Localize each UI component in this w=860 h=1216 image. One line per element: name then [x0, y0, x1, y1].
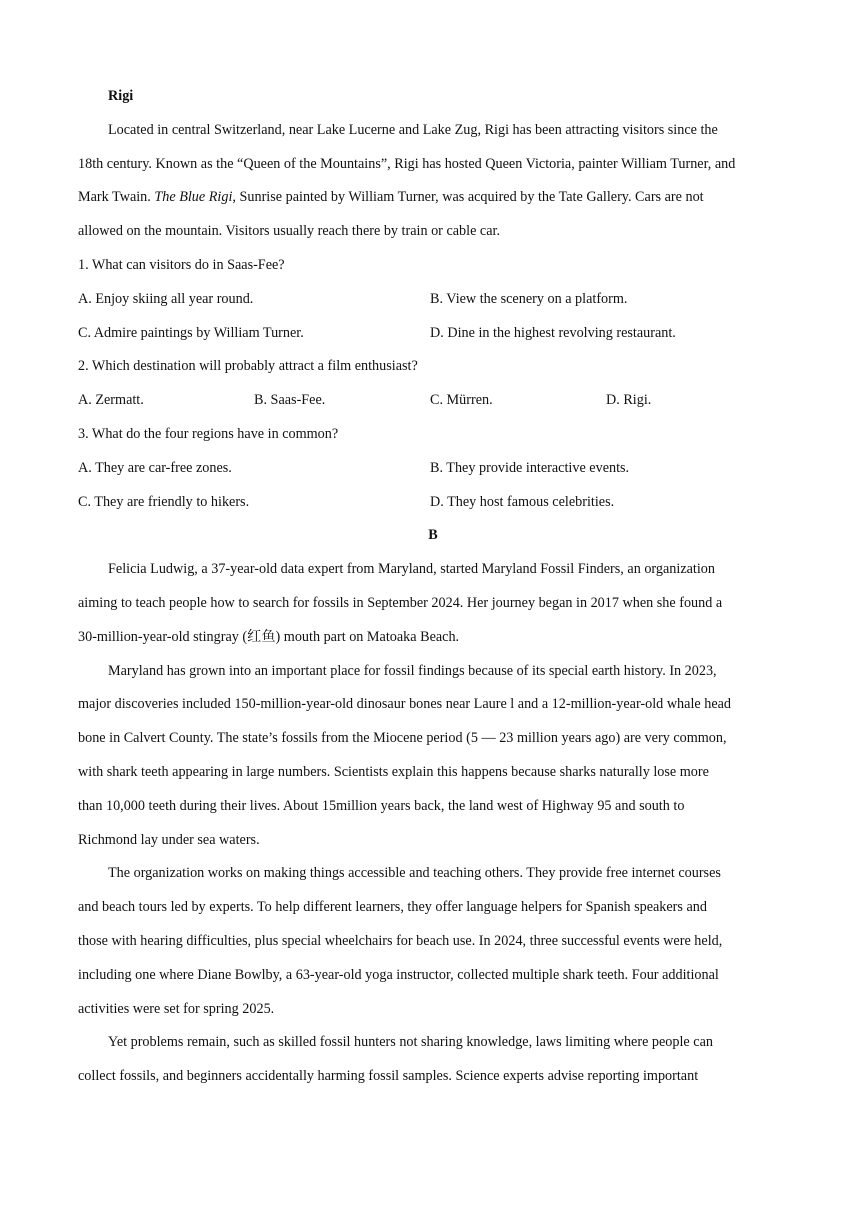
paragraph-line: activities were set for spring 2025.: [78, 1000, 275, 1017]
q1-option-b: B. View the scenery on a platform.: [430, 290, 628, 307]
paragraph-line: with shark teeth appearing in large numbers. Scientists explain this happens because sharks naturally lose more: [78, 763, 709, 780]
rigi-paragraph-line-3: [78, 181, 788, 215]
question-2-options-row: [78, 384, 788, 418]
paragraph-line: 30-million-year-old stingray (红鱼) mouth part on Matoaka Beach.: [78, 628, 460, 645]
rigi-heading: Rigi: [108, 88, 134, 104]
q3-option-a: A. They are car-free zones.: [78, 459, 232, 476]
q2-option-d: D. Rigi.: [606, 392, 652, 409]
document-page: [78, 80, 788, 1094]
paragraph-line: those with hearing difficulties, plus special wheelchairs for beach use. In 2024, three successful events were held,: [78, 932, 723, 949]
question-3-options-row-1: [78, 452, 788, 486]
section-b-paragraph-3: [78, 857, 788, 1026]
question-1-options-row-2: [78, 317, 788, 351]
q3-option-d: D. They host famous celebrities.: [430, 493, 615, 510]
q3-option-c: C. They are friendly to hikers.: [78, 493, 250, 510]
paragraph-line: Yet problems remain, such as skilled fossil hunters not sharing knowledge, laws limiting where people can: [108, 1034, 713, 1051]
question-1-options-row-1: [78, 283, 788, 317]
rigi-paragraph-line-4: allowed on the mountain. Visitors usually reach there by train or cable car.: [78, 223, 501, 240]
question-2-stem: 2. Which destination will probably attract a film enthusiast?: [78, 358, 418, 375]
question-3-options-row-2: [78, 486, 788, 520]
paragraph-line: Richmond lay under sea waters.: [78, 831, 260, 848]
section-b-paragraph-2: [78, 655, 788, 858]
q1-option-c: C. Admire paintings by William Turner.: [78, 324, 304, 341]
q1-option-d: D. Dine in the highest revolving restaurant.: [430, 324, 676, 341]
rigi-paragraph-line-1: Located in central Switzerland, near Lake Lucerne and Lake Zug, Rigi has been attracting visitors since the: [108, 121, 718, 138]
section-b-paragraph-4: [78, 1026, 788, 1094]
question-3-stem: 3. What do the four regions have in common?: [78, 425, 339, 442]
paragraph-line: The organization works on making things accessible and teaching others. They provide free internet courses: [108, 865, 721, 882]
paragraph-line: and beach tours led by experts. To help different learners, they offer language helpers for Spanish speakers and: [78, 899, 707, 916]
q3-option-b: B. They provide interactive events.: [430, 459, 630, 476]
paragraph-line: collect fossils, and beginners accidentally harming fossil samples. Science experts advise reporting important: [78, 1068, 699, 1085]
q2-option-a: A. Zermatt.: [78, 392, 144, 409]
rigi-text-segment-2: , Sunrise painted by William Turner, was acquired by the Tate Gallery. Cars are not: [232, 189, 704, 206]
paragraph-line: bone in Calvert County. The state’s fossils from the Miocene period (5 — 23 million years ago) are very common,: [78, 730, 727, 747]
rigi-text-segment: Mark Twain.: [78, 189, 151, 206]
rigi-paragraph-line-2: 18th century. Known as the “Queen of the Mountains”, Rigi has hosted Queen Victoria, painter William Turner, and: [78, 155, 736, 172]
paragraph-line: Felicia Ludwig, a 37-year-old data expert from Maryland, started Maryland Fossil Finders, an organization: [108, 561, 715, 578]
paragraph-line: aiming to teach people how to search for fossils in September 2024. Her journey began in 2017 when she found a: [78, 594, 723, 611]
paragraph-line: major discoveries included 150-million-year-old dinosaur bones near Laure l and a 12-million-year-old whale head: [78, 696, 732, 713]
paragraph-line: including one where Diane Bowlby, a 63-year-old yoga instructor, collected multiple shark teeth. Four additional: [78, 966, 719, 983]
section-b-paragraph-1: [78, 553, 788, 654]
section-b-label: B: [428, 527, 438, 544]
q2-option-c: C. Mürren.: [430, 392, 493, 409]
q1-option-a: A. Enjoy skiing all year round.: [78, 290, 254, 307]
paragraph-line: than 10,000 teeth during their lives. About 15million years back, the land west of Highway 95 and south to: [78, 797, 685, 814]
painting-title: The Blue Rigi: [154, 189, 233, 206]
question-1-stem: 1. What can visitors do in Saas-Fee?: [78, 256, 285, 273]
paragraph-line: Maryland has grown into an important place for fossil findings because of its special earth history. In 2023,: [108, 662, 717, 679]
q2-option-b: B. Saas-Fee.: [254, 392, 326, 409]
